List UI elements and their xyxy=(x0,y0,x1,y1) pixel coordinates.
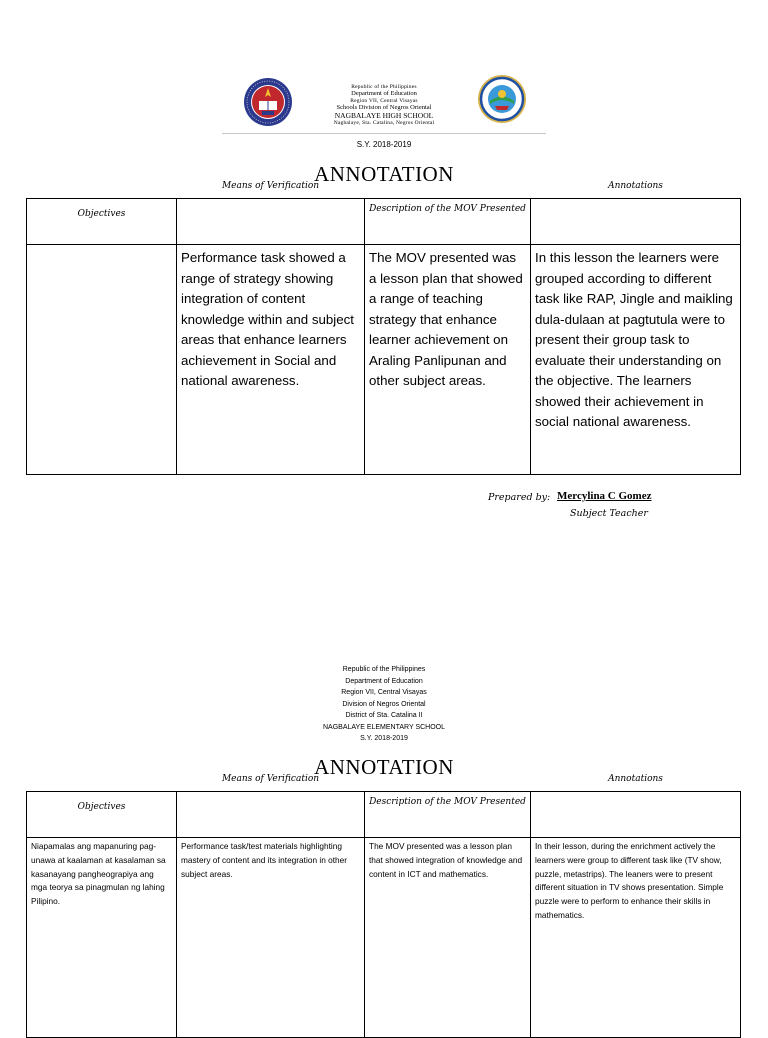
objectives-text xyxy=(27,245,176,248)
header-objectives: Objectives xyxy=(77,209,126,219)
table-row xyxy=(27,838,741,1038)
letterhead-2-line: S.Y. 2018-2019 xyxy=(360,735,408,742)
header-cell xyxy=(365,199,531,245)
teacher-name: Mercylina C Gomez xyxy=(557,490,652,502)
header-description-of-mov: Description of the MOV Presented xyxy=(369,204,526,214)
school-year: S.Y. 2018-2019 xyxy=(356,140,412,149)
letterhead-division: Schools Division of Negros Oriental xyxy=(336,104,432,112)
header-cell xyxy=(177,774,365,838)
table-header-row xyxy=(27,199,741,245)
cell-means xyxy=(177,838,365,1038)
header-means-of-verification: Means of Verification xyxy=(221,181,320,191)
cell-objectives xyxy=(27,245,177,475)
letterhead-department: Department of Education xyxy=(351,90,417,98)
table-header-row xyxy=(27,792,741,838)
cell-objectives xyxy=(27,838,177,1038)
letterhead-school: NAGBALAYE HIGH SCHOOL xyxy=(334,110,434,120)
means-text: Performance task showed a range of strategy showing integration of content knowledge within and subject areas that enhance learners achievement in Social and national awareness. xyxy=(181,250,354,388)
header-annotations: Annotations xyxy=(608,774,663,784)
annotations-text: In their lesson, during the enrichment actively the learners were group to different task like (TV show, puzzle, metastrips). The leaners were to present different situation in TV shows presentation. Simple puzzle were to perform to enhance their skills in mathematics. xyxy=(535,841,724,920)
annotations-text: In this lesson the learners were grouped according to different task like RAP, Jingle and maikling dula-dulaan at pagtutula were to present their group task to evaluate their understanding on the objective. The learners showed their achievement in social national awareness. xyxy=(535,250,733,429)
cell-description xyxy=(365,838,531,1038)
letterhead xyxy=(300,84,468,127)
letterhead-republic: Republic of the Philippines xyxy=(351,84,417,90)
table-row xyxy=(27,245,741,475)
objectives-text: Niapamalas ang mapanuring pag-unawa at kaalaman at kasalaman sa kasanayang pangheograpiya ang mga teorya sa pinagmulan ng lahing Pilipino. xyxy=(31,841,166,907)
cell-annotations xyxy=(531,838,741,1038)
header-annotations: Annotations xyxy=(608,181,663,191)
header-cell xyxy=(531,181,741,245)
description-text: The MOV presented was a lesson plan that showed integration of knowledge and content in ICT and mathematics. xyxy=(369,841,523,879)
letterhead-divider xyxy=(222,133,546,134)
teacher-role: Subject Teacher xyxy=(570,508,648,519)
header-cell xyxy=(27,199,177,245)
letterhead-address: Nagbalaye, Sta. Catalina, Negros Oriental xyxy=(333,120,435,127)
header-cell xyxy=(177,181,365,245)
page-title-2: ANNOTATION xyxy=(314,755,454,779)
header-cell xyxy=(531,774,741,838)
letterhead-2-line: NAGBALAYE ELEMENTARY SCHOOL xyxy=(322,723,446,731)
deped-seal-icon xyxy=(477,74,527,124)
letterhead-2-line: Region VII, Central Visayas xyxy=(341,689,427,696)
cell-means xyxy=(177,245,365,475)
header-objectives: Objectives xyxy=(77,802,126,812)
letterhead-2-line: Division of Negros Oriental xyxy=(342,700,426,708)
prepared-by-label: Prepared by: xyxy=(488,492,551,503)
letterhead-region: Region VII, Central Visayas xyxy=(350,97,418,104)
annotation-table xyxy=(26,181,741,475)
description-text: The MOV presented was a lesson plan that showed a range of teaching strategy that enhance learner achievement on Araling Panlipunan and other subject areas. xyxy=(369,250,523,388)
header-cell xyxy=(365,792,531,838)
header-cell xyxy=(27,792,177,838)
letterhead-2 xyxy=(0,664,768,745)
letterhead-2-line: Republic of the Philippines xyxy=(342,666,426,673)
cell-description xyxy=(365,245,531,475)
header-description-of-mov: Description of the MOV Presented xyxy=(369,797,526,807)
annotation-table-2 xyxy=(26,774,741,1038)
page-title: ANNOTATION xyxy=(314,162,454,186)
cell-annotations xyxy=(531,245,741,475)
letterhead-2-line: Department of Education xyxy=(345,677,423,685)
school-seal-icon xyxy=(243,77,293,127)
letterhead-2-line: District of Sta. Catalina II xyxy=(345,712,423,719)
means-text: Performance task/test materials highlighting mastery of content and its integration in other subject areas. xyxy=(181,841,348,879)
header-means-of-verification: Means of Verification xyxy=(221,774,320,784)
